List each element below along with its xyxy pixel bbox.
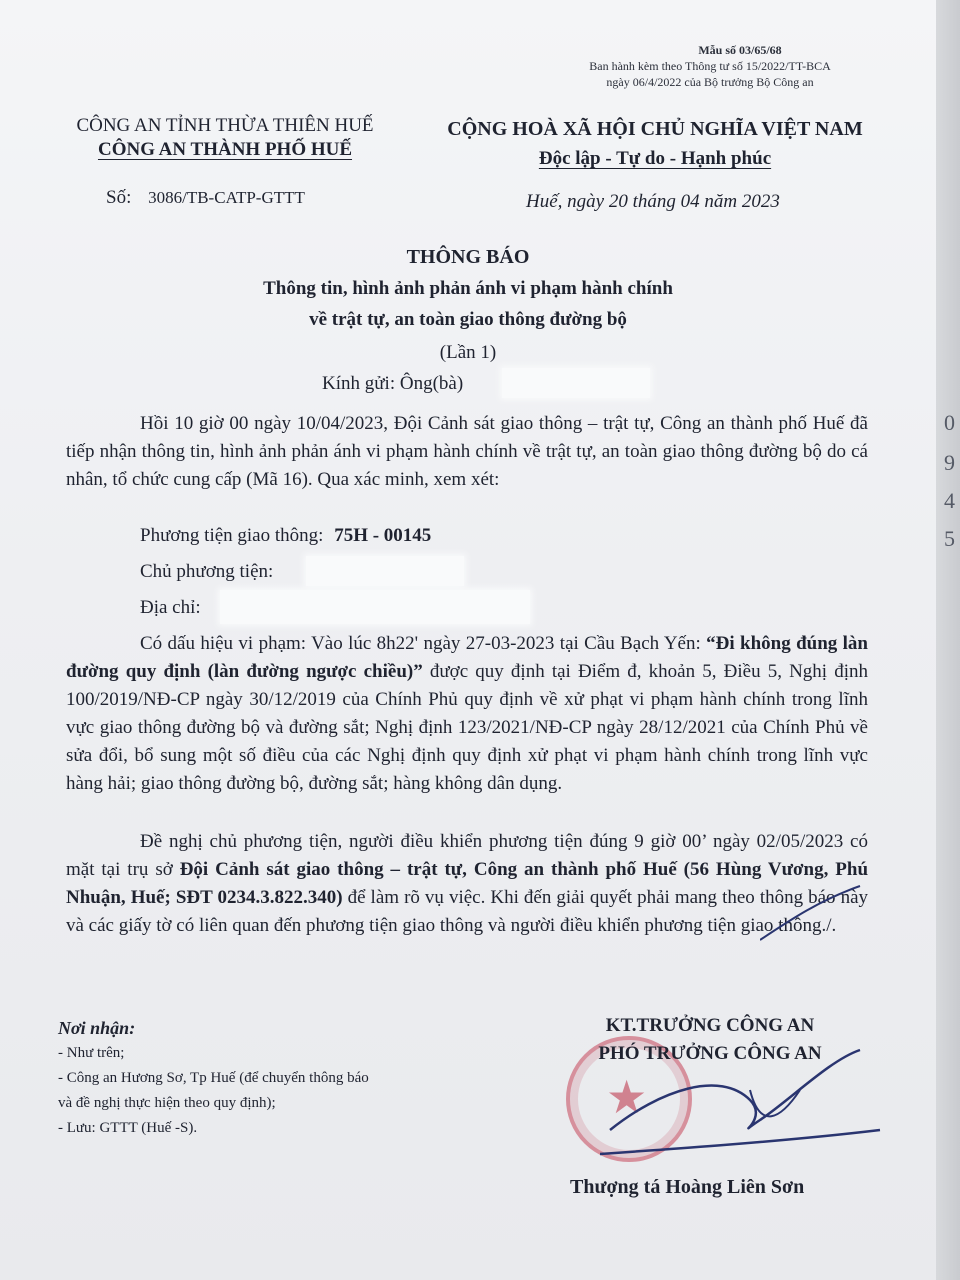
edge-glyph: 5: [944, 526, 955, 551]
vehicle-plate: 75H - 00145: [334, 525, 432, 546]
request-paragraph: [66, 828, 868, 940]
notice-round: (Lần 1): [439, 342, 497, 363]
issuer-line1: CÔNG AN TỈNH THỪA THIÊN HUẾ: [76, 115, 374, 136]
recipient-item: và đề nghị thực hiện theo quy định);: [58, 1095, 276, 1111]
form-reference: [540, 42, 880, 90]
greeting: Kính gửi: Ông(bà): [322, 373, 464, 394]
form-ref-line2: ngày 06/4/2022 của Bộ trưởng Bộ Công an: [606, 75, 814, 89]
notice-title: THÔNG BÁO: [406, 246, 530, 268]
recipient-item: - Như trên;: [58, 1045, 125, 1061]
issuer-line2: CÔNG AN THÀNH PHỐ HUẾ: [97, 139, 353, 160]
vehicle-row: [140, 524, 431, 548]
notice-subtitle-1: Thông tin, hình ảnh phản ánh vi phạm hành chính: [263, 278, 673, 299]
nation-header: [420, 116, 890, 172]
request-location: Đội Cảnh sát giao thông – trật tự, Công an thành phố Huế (56 Hùng Vương, Phú Nhuận, Huế; SĐT 0234.3.822.340): [66, 859, 869, 908]
adjacent-page-edge: [936, 0, 960, 1280]
redacted-recipient-name: [502, 368, 650, 398]
request-lead: Đề nghị chủ phương tiện, người điều khiển phương tiện đúng 9 giờ 00’ ngày 02/05/2023 có mặt tại trụ sở: [66, 831, 868, 880]
redacted-address: [220, 590, 530, 624]
violation-legal-basis: được quy định tại Điểm đ, khoản 5, Điều 5, Nghị định 100/2019/NĐ-CP ngày 30/12/2019 của Chính Phủ quy định về xử phạt vi phạm hành chính trong lĩnh vực giao thông đường bộ và đường sắt; Nghị định 123/2021/NĐ-CP ngày 28/12/2021 của Chính Phủ về sửa đổi, bổ sung một số điều của các Nghị định quy định xử phạt vi phạm hành chính trong lĩnh vực hàng hải; giao thông đường bộ, đường sắt; hàng không dân dụng.: [66, 661, 869, 794]
signatory-name: Thượng tá Hoàng Liên Sơn: [570, 1176, 805, 1198]
document-number: [106, 186, 305, 210]
request-instructions: để làm rõ vụ việc. Khi đến giải quyết phải mang theo thông báo này và các giấy tờ có liên quan đến phương tiện giao thông và người điều khiển phương tiện giao thông./.: [66, 887, 869, 936]
violation-paragraph: [66, 630, 868, 798]
form-ref-line1: Ban hành kèm theo Thông tư số 15/2022/TT-BCA: [589, 59, 831, 73]
signatory-line1: KT.TRƯỞNG CÔNG AN: [605, 1015, 815, 1036]
address-label: Địa chỉ:: [140, 597, 201, 618]
violation-description: “Đi không đúng làn đường quy định (làn đường ngược chiều)”: [66, 633, 868, 682]
recipient-item: - Công an Hương Sơ, Tp Huế (để chuyển thông báo: [58, 1070, 369, 1086]
nation-motto: Độc lập - Tự do - Hạnh phúc: [538, 148, 772, 169]
edge-glyph: 9: [944, 450, 955, 475]
edge-glyph: 4: [944, 488, 955, 513]
owner-label: Chủ phương tiện:: [140, 561, 274, 582]
recipient-item: - Lưu: GTTT (Huế -S).: [58, 1120, 198, 1136]
recipients-block: [58, 1016, 369, 1141]
number-label: Số:: [106, 187, 132, 208]
form-code: Mẫu số 03/65/68: [698, 43, 782, 57]
vehicle-label: Phương tiện giao thông:: [140, 525, 324, 546]
signatory-line2: PHÓ TRƯỞNG CÔNG AN: [598, 1043, 822, 1064]
violation-lead: Có dấu hiệu vi phạm: Vào lúc 8h22' ngày 27-03-2023 tại Cầu Bạch Yến:: [140, 633, 701, 654]
issue-date: Huế, ngày 20 tháng 04 năm 2023: [526, 191, 780, 212]
pen-mark: [760, 880, 870, 960]
intro-paragraph: Hồi 10 giờ 00 ngày 10/04/2023, Đội Cảnh sát giao thông – trật tự, Công an thành phố Huế đã tiếp nhận thông tin, hình ảnh phản ánh vi phạm hành chính về trật tự, an toàn giao thông đường bộ do cá nhân, tổ chức cung cấp (Mã 16). Qua xác minh, xem xét:: [66, 413, 868, 490]
handwritten-signature: [600, 1030, 890, 1180]
notice-subtitle-2: về trật tự, an toàn giao thông đường bộ: [309, 309, 627, 330]
issuer-header: [40, 114, 410, 162]
nation-line1: CỘNG HOÀ XÃ HỘI CHỦ NGHĨA VIỆT NAM: [447, 118, 863, 140]
redacted-owner: [306, 556, 464, 586]
recipients-heading: Nơi nhận:: [58, 1018, 136, 1038]
edge-glyph: 0: [944, 410, 955, 435]
star-icon: ★: [606, 1072, 648, 1123]
number-value: 3086/TB-CATP-GTTT: [148, 188, 305, 207]
